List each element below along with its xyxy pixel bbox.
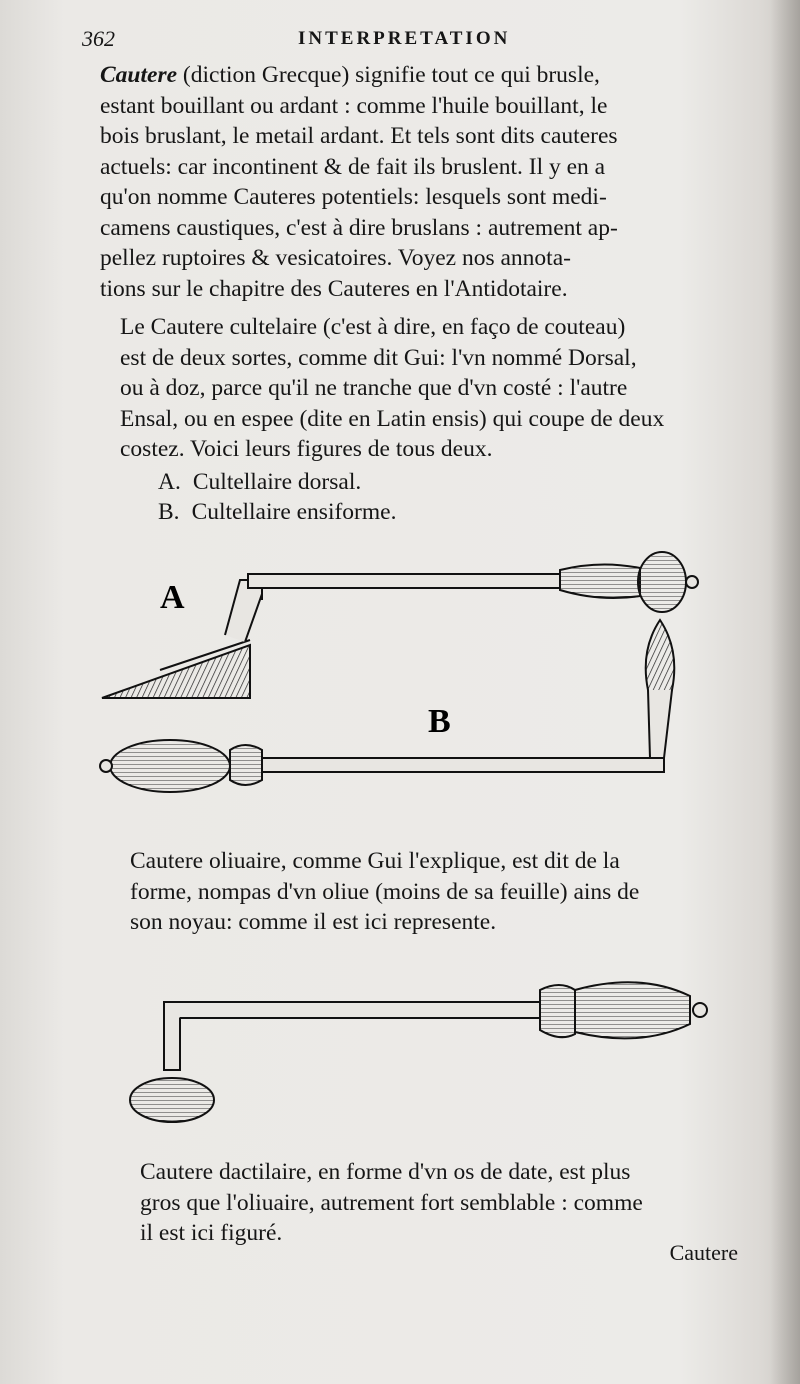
paragraph-oliuaire bbox=[100, 846, 740, 938]
legend-item bbox=[158, 497, 396, 527]
text-line: pellez ruptoires & vesicatoires. Voyez nos annota- bbox=[100, 245, 571, 271]
text-line: camens caustiques, c'est à dire bruslans : autrement ap- bbox=[100, 214, 618, 241]
text-line: bois bruslant, le metail ardant. Et tels sont dits cauteres bbox=[100, 123, 618, 149]
paragraph-cultelaire bbox=[100, 312, 740, 465]
figure-legend bbox=[158, 467, 396, 527]
lead-word: Cautere bbox=[100, 62, 178, 88]
text-line: ou à doz, parce qu'il ne tranche que d'vn costé : l'autre bbox=[120, 375, 628, 401]
cautery-a-dorsal bbox=[102, 552, 698, 698]
running-title: INTERPRETATION bbox=[298, 28, 511, 49]
text-line: forme, nompas d'vn oliue (moins de sa feuille) ains de bbox=[130, 878, 640, 905]
catchword: Cautere bbox=[669, 1240, 738, 1265]
text-line: gros que l'oliuaire, autrement fort semblable : comme bbox=[140, 1189, 643, 1216]
text-line: actuels: car incontinent & de fait ils bruslent. Il y en a bbox=[100, 153, 606, 180]
text-line: Cautere dactilaire, en forme d'vn os de date, est plus bbox=[140, 1159, 631, 1185]
olive-cautery bbox=[130, 982, 707, 1122]
paragraph-dactilaire bbox=[100, 1157, 740, 1249]
legend-key: B. bbox=[158, 499, 180, 525]
text-line: est de deux sortes, comme dit Gui: l'vn nommé Dorsal, bbox=[120, 344, 637, 371]
text-line: Cautere oliuaire, comme Gui l'explique, est dit de la bbox=[130, 848, 620, 874]
text-line: costez. Voici leurs figures de tous deux. bbox=[120, 436, 493, 462]
text-line: qu'on nomme Cauteres potentiels: lesquels sont medi- bbox=[100, 184, 607, 210]
page-number: 362 bbox=[82, 26, 115, 51]
legend-item bbox=[158, 467, 396, 497]
legend-text: Cultellaire ensiforme. bbox=[191, 499, 397, 525]
figure-cultellaire-cauteries bbox=[0, 540, 800, 800]
text-line: Le Cautere cultelaire (c'est à dire, en faço de couteau) bbox=[120, 314, 626, 340]
text-line: Cautere (diction Grecque) signifie tout ce qui brusle, bbox=[100, 62, 600, 88]
text-line: estant bouillant ou ardant : comme l'huile bouillant, le bbox=[100, 92, 608, 119]
figure-olive-cautery bbox=[0, 960, 800, 1130]
paragraph-cautere-definition bbox=[100, 60, 740, 304]
text-line: il est ici figuré. bbox=[140, 1220, 283, 1246]
text-line: son noyau: comme il est ici represente. bbox=[130, 909, 497, 935]
legend-text: Cultellaire dorsal. bbox=[192, 469, 362, 495]
text-line: tions sur le chapitre des Cauteres en l'Antidotaire. bbox=[100, 275, 568, 302]
legend-key: A. bbox=[158, 469, 181, 495]
figure-label-a: A bbox=[160, 579, 185, 616]
page-header bbox=[82, 26, 760, 58]
figure-label-b: B bbox=[428, 703, 451, 740]
cautery-b-ensiform bbox=[100, 620, 674, 792]
text-line: Ensal, ou en espee (dite en Latin ensis) qui coupe de deux bbox=[120, 405, 665, 432]
